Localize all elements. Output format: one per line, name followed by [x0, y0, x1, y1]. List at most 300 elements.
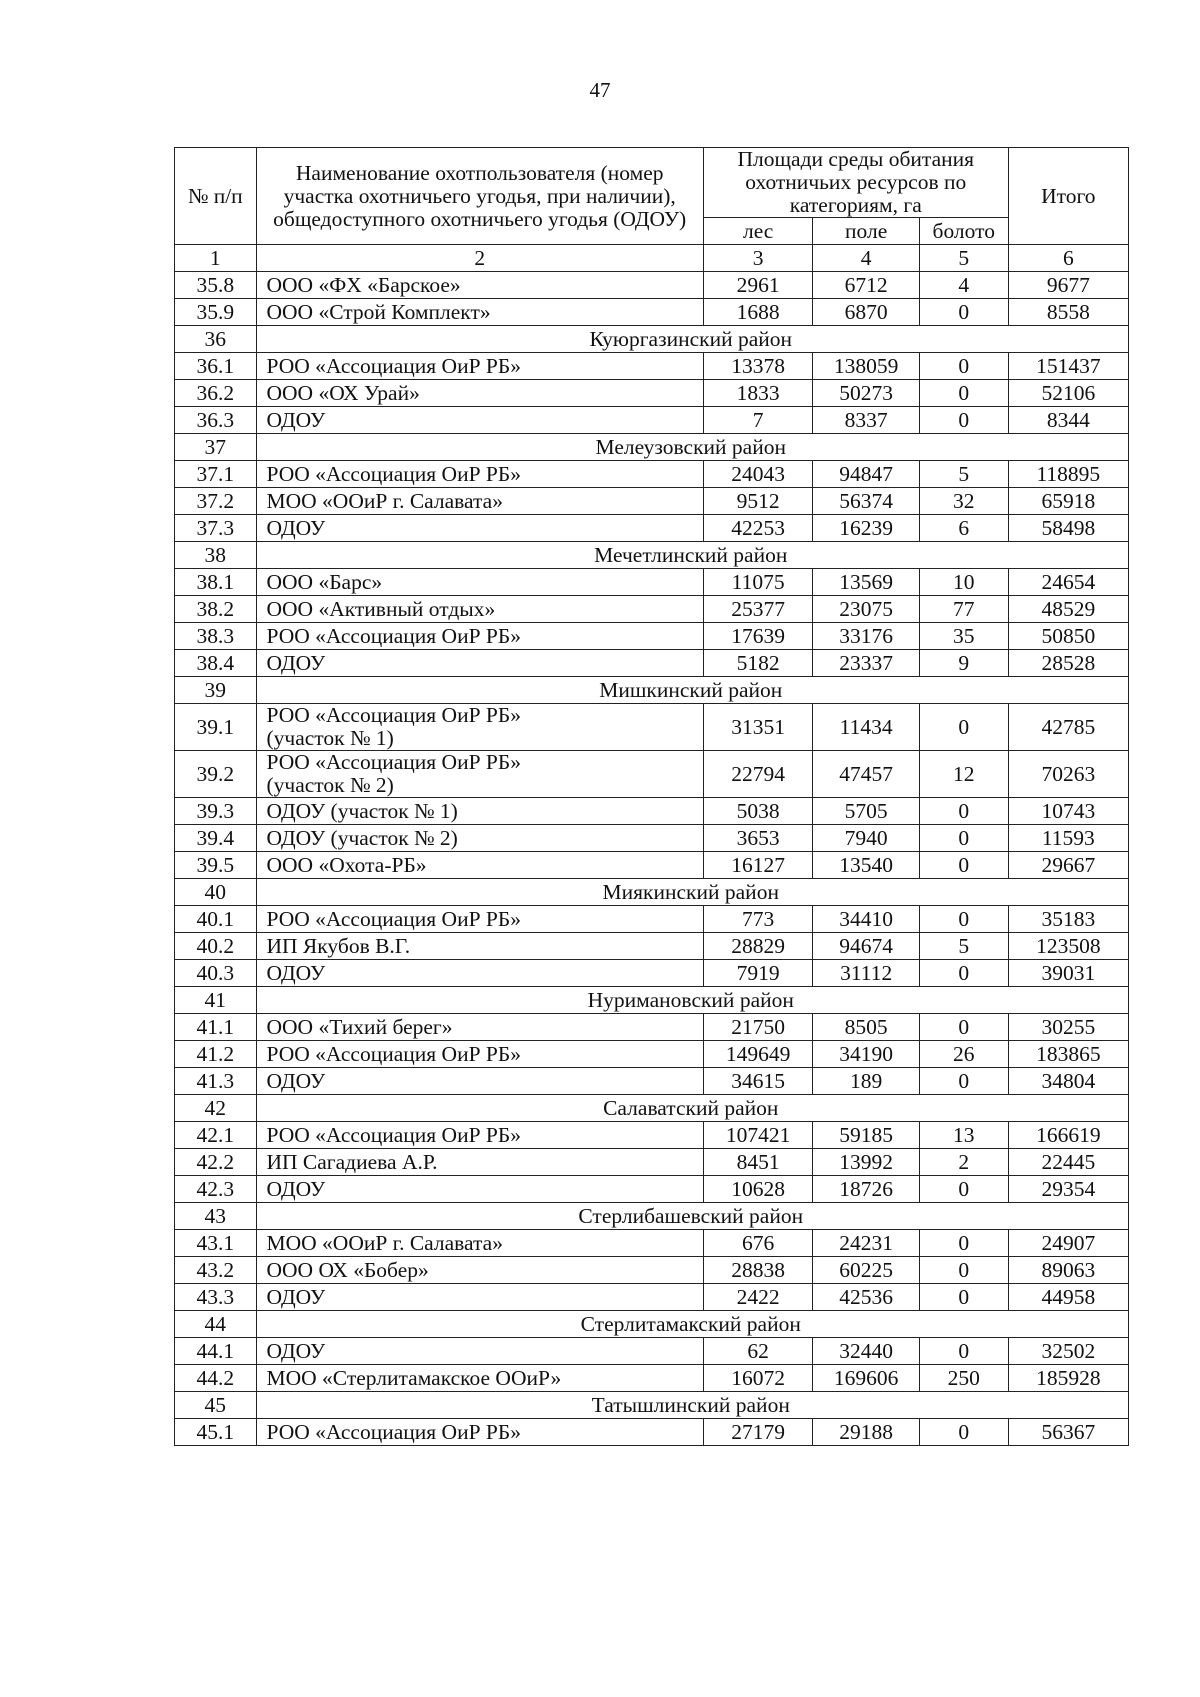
- area-pole: 34190: [813, 1041, 920, 1068]
- area-pole: 29188: [813, 1419, 920, 1446]
- owner-name: РОО «Ассоциация ОиР РБ»: [266, 1419, 521, 1444]
- area-pole: 11434: [813, 704, 920, 751]
- owner-name-note: (участок № 1): [266, 726, 394, 750]
- area-pole: 34410: [813, 906, 920, 933]
- area-les: 22794: [703, 751, 812, 798]
- table-row: [175, 1338, 1129, 1365]
- area-pole: 47457: [813, 751, 920, 798]
- table-row: [175, 596, 1129, 623]
- area-total: 34804: [1008, 1068, 1128, 1095]
- owner-name-cell: [256, 488, 703, 515]
- area-les: 16127: [703, 852, 812, 879]
- area-boloto: 77: [919, 596, 1008, 623]
- area-boloto: 4: [919, 272, 1008, 299]
- row-number: 37.1: [175, 461, 257, 488]
- area-les: 25377: [703, 596, 812, 623]
- row-number: 41.3: [175, 1068, 257, 1095]
- row-number: 40.2: [175, 933, 257, 960]
- row-number: 36.2: [175, 380, 257, 407]
- table-row: [175, 1068, 1129, 1095]
- row-number: 44.2: [175, 1365, 257, 1392]
- area-total: 151437: [1008, 353, 1128, 380]
- area-pole: 138059: [813, 353, 920, 380]
- row-number: 41: [175, 987, 257, 1014]
- row-number: 35.9: [175, 299, 257, 326]
- table-row: [175, 1257, 1129, 1284]
- area-les: 24043: [703, 461, 812, 488]
- owner-name-cell: [256, 1419, 703, 1446]
- area-boloto: 0: [919, 1014, 1008, 1041]
- header-les: лес: [703, 218, 812, 245]
- table-row: [175, 1284, 1129, 1311]
- area-pole: 24231: [813, 1230, 920, 1257]
- table-row: [175, 825, 1129, 852]
- owner-name: ОДОУ: [266, 407, 326, 432]
- area-pole: 32440: [813, 1338, 920, 1365]
- owner-name-cell: [256, 933, 703, 960]
- area-les: 676: [703, 1230, 812, 1257]
- area-total: 8344: [1008, 407, 1128, 434]
- area-total: 39031: [1008, 960, 1128, 987]
- owner-name: ОДОУ: [266, 515, 326, 540]
- row-number: 36.1: [175, 353, 257, 380]
- district-name: Татышлинский район: [256, 1392, 1129, 1419]
- owner-name: МОО «ООиР г. Салавата»: [266, 488, 503, 513]
- area-total: 118895: [1008, 461, 1128, 488]
- owner-name-cell: [256, 623, 703, 650]
- area-les: 42253: [703, 515, 812, 542]
- area-boloto: 0: [919, 852, 1008, 879]
- district-name: Мелеузовский район: [256, 434, 1129, 461]
- owner-name: МОО «Стерлитамакское ООиР»: [266, 1365, 562, 1390]
- owner-name-cell: [256, 852, 703, 879]
- area-boloto: 35: [919, 623, 1008, 650]
- area-boloto: 0: [919, 960, 1008, 987]
- col-number: 3: [703, 245, 812, 272]
- row-number: 41.2: [175, 1041, 257, 1068]
- area-boloto: 0: [919, 380, 1008, 407]
- area-total: 123508: [1008, 933, 1128, 960]
- row-number: 43.3: [175, 1284, 257, 1311]
- area-pole: 33176: [813, 623, 920, 650]
- header-total: Итого: [1008, 148, 1128, 245]
- area-boloto: 0: [919, 1176, 1008, 1203]
- area-total: 185928: [1008, 1365, 1128, 1392]
- area-les: 3653: [703, 825, 812, 852]
- area-total: 10743: [1008, 798, 1128, 825]
- area-les: 21750: [703, 1014, 812, 1041]
- area-boloto: 10: [919, 569, 1008, 596]
- row-number: 40.1: [175, 906, 257, 933]
- owner-name-cell: [256, 272, 703, 299]
- header-pole: поле: [813, 218, 920, 245]
- owner-name: ООО «Активный отдых»: [266, 596, 496, 621]
- owner-name-cell: [256, 1365, 703, 1392]
- area-les: 8451: [703, 1149, 812, 1176]
- owner-name: ООО «ОХ Урай»: [266, 380, 420, 405]
- district-row: [175, 542, 1129, 569]
- owner-name-cell: [256, 650, 703, 677]
- area-boloto: 5: [919, 461, 1008, 488]
- row-number: 40: [175, 879, 257, 906]
- col-number: 2: [256, 245, 703, 272]
- area-les: 17639: [703, 623, 812, 650]
- area-total: 24654: [1008, 569, 1128, 596]
- row-number: 43: [175, 1203, 257, 1230]
- owner-name: ООО «ФХ «Барское»: [266, 272, 461, 297]
- owner-name: ООО «Тихий берег»: [266, 1014, 453, 1039]
- row-number: 40.3: [175, 960, 257, 987]
- owner-name-cell: [256, 1041, 703, 1068]
- district-row: [175, 326, 1129, 353]
- area-pole: 94674: [813, 933, 920, 960]
- area-total: 29354: [1008, 1176, 1128, 1203]
- area-total: 65918: [1008, 488, 1128, 515]
- owner-name-cell: [256, 825, 703, 852]
- area-boloto: 0: [919, 1338, 1008, 1365]
- owner-name-cell: [256, 353, 703, 380]
- owner-name: ИП Якубов В.Г.: [266, 933, 411, 958]
- table-row: [175, 1014, 1129, 1041]
- district-name: Стерлитамакский район: [256, 1311, 1129, 1338]
- area-total: 11593: [1008, 825, 1128, 852]
- owner-name: МОО «ООиР г. Салавата»: [266, 1230, 503, 1255]
- table-row: [175, 299, 1129, 326]
- area-les: 1688: [703, 299, 812, 326]
- table-row: [175, 380, 1129, 407]
- area-total: 56367: [1008, 1419, 1128, 1446]
- area-total: 70263: [1008, 751, 1128, 798]
- area-les: 2422: [703, 1284, 812, 1311]
- area-boloto: 13: [919, 1122, 1008, 1149]
- table-row: [175, 933, 1129, 960]
- area-les: 27179: [703, 1419, 812, 1446]
- district-name: Салаватский район: [256, 1095, 1129, 1122]
- owner-name-cell: [256, 380, 703, 407]
- row-number: 45: [175, 1392, 257, 1419]
- area-total: 89063: [1008, 1257, 1128, 1284]
- owner-name: ОДОУ: [266, 1338, 326, 1363]
- area-les: 9512: [703, 488, 812, 515]
- area-boloto: 12: [919, 751, 1008, 798]
- area-boloto: 0: [919, 1230, 1008, 1257]
- row-number: 37.2: [175, 488, 257, 515]
- area-total: 29667: [1008, 852, 1128, 879]
- col-number: 5: [919, 245, 1008, 272]
- table-row: [175, 704, 1129, 751]
- district-row: [175, 1095, 1129, 1122]
- row-number: 39.2: [175, 751, 257, 798]
- table-header-row: [175, 148, 1129, 218]
- row-number: 39.3: [175, 798, 257, 825]
- owner-name-cell: [256, 906, 703, 933]
- row-number: 42: [175, 1095, 257, 1122]
- area-pole: 6712: [813, 272, 920, 299]
- owner-name-cell: [256, 596, 703, 623]
- table-row: [175, 960, 1129, 987]
- area-pole: 42536: [813, 1284, 920, 1311]
- table-row: [175, 1041, 1129, 1068]
- area-pole: 8505: [813, 1014, 920, 1041]
- district-name: Куюргазинский район: [256, 326, 1129, 353]
- table-row: [175, 515, 1129, 542]
- area-les: 149649: [703, 1041, 812, 1068]
- area-boloto: 0: [919, 299, 1008, 326]
- owner-name: РОО «Ассоциация ОиР РБ»: [266, 906, 521, 931]
- area-total: 44958: [1008, 1284, 1128, 1311]
- district-name: Мишкинский район: [256, 677, 1129, 704]
- col-number: 6: [1008, 245, 1128, 272]
- district-row: [175, 1203, 1129, 1230]
- area-boloto: 0: [919, 407, 1008, 434]
- row-number: 43.1: [175, 1230, 257, 1257]
- owner-name: ООО «Строй Комплект»: [266, 299, 491, 324]
- area-pole: 18726: [813, 1176, 920, 1203]
- area-boloto: 0: [919, 353, 1008, 380]
- area-pole: 59185: [813, 1122, 920, 1149]
- row-number: 42.2: [175, 1149, 257, 1176]
- owner-name: РОО «Ассоциация ОиР РБ»: [266, 623, 521, 648]
- row-number: 42.1: [175, 1122, 257, 1149]
- area-boloto: 0: [919, 1257, 1008, 1284]
- owner-name-cell: [256, 299, 703, 326]
- area-pole: 13569: [813, 569, 920, 596]
- area-les: 5182: [703, 650, 812, 677]
- area-les: 34615: [703, 1068, 812, 1095]
- area-total: 52106: [1008, 380, 1128, 407]
- column-numbers-row: [175, 245, 1129, 272]
- area-pole: 23075: [813, 596, 920, 623]
- owner-name-cell: [256, 407, 703, 434]
- area-les: 62: [703, 1338, 812, 1365]
- area-pole: 23337: [813, 650, 920, 677]
- owner-name: РОО «Ассоциация ОиР РБ»: [266, 1122, 521, 1147]
- owner-name: ООО «Охота-РБ»: [266, 852, 427, 877]
- area-total: 32502: [1008, 1338, 1128, 1365]
- table-row: [175, 852, 1129, 879]
- row-number: 39: [175, 677, 257, 704]
- area-les: 16072: [703, 1365, 812, 1392]
- district-name: Стерлибашевский район: [256, 1203, 1129, 1230]
- district-name: Миякинский район: [256, 879, 1129, 906]
- owner-name-cell: [256, 751, 703, 798]
- owner-name-cell: [256, 461, 703, 488]
- row-number: 39.1: [175, 704, 257, 751]
- owner-name-cell: [256, 569, 703, 596]
- owner-name: РОО «Ассоциация ОиР РБ»: [266, 1041, 521, 1066]
- area-pole: 189: [813, 1068, 920, 1095]
- table-row: [175, 1176, 1129, 1203]
- table-row: [175, 407, 1129, 434]
- hunting-grounds-table: [174, 147, 1129, 1446]
- area-les: 31351: [703, 704, 812, 751]
- owner-name: ОДОУ: [266, 1284, 326, 1309]
- table-row: [175, 650, 1129, 677]
- area-total: 30255: [1008, 1014, 1128, 1041]
- owner-name: РОО «Ассоциация ОиР РБ»: [266, 750, 521, 774]
- row-number: 38.3: [175, 623, 257, 650]
- owner-name: ИП Сагадиева А.Р.: [266, 1149, 438, 1174]
- area-total: 8558: [1008, 299, 1128, 326]
- area-les: 13378: [703, 353, 812, 380]
- area-total: 35183: [1008, 906, 1128, 933]
- area-pole: 50273: [813, 380, 920, 407]
- owner-name: ОДОУ: [266, 1176, 326, 1201]
- row-number: 35.8: [175, 272, 257, 299]
- table-row: [175, 623, 1129, 650]
- area-les: 28829: [703, 933, 812, 960]
- area-pole: 169606: [813, 1365, 920, 1392]
- area-total: 9677: [1008, 272, 1128, 299]
- area-total: 58498: [1008, 515, 1128, 542]
- area-boloto: 0: [919, 704, 1008, 751]
- area-boloto: 0: [919, 1284, 1008, 1311]
- row-number: 45.1: [175, 1419, 257, 1446]
- row-number: 42.3: [175, 1176, 257, 1203]
- row-number: 38.2: [175, 596, 257, 623]
- area-pole: 13540: [813, 852, 920, 879]
- row-number: 44.1: [175, 1338, 257, 1365]
- district-row: [175, 1311, 1129, 1338]
- area-pole: 60225: [813, 1257, 920, 1284]
- row-number: 37: [175, 434, 257, 461]
- owner-name-cell: [256, 1176, 703, 1203]
- owner-name-cell: [256, 704, 703, 751]
- area-les: 28838: [703, 1257, 812, 1284]
- owner-name-note: (участок № 2): [266, 773, 394, 797]
- col-number: 1: [175, 245, 257, 272]
- header-boloto: болото: [919, 218, 1008, 245]
- area-pole: 7940: [813, 825, 920, 852]
- area-total: 48529: [1008, 596, 1128, 623]
- header-area: Площади среды обитания охотничьих ресурсов по категориям, га: [703, 148, 1008, 218]
- area-pole: 8337: [813, 407, 920, 434]
- owner-name-cell: [256, 1257, 703, 1284]
- owner-name: ОДОУ: [266, 650, 326, 675]
- owner-name: ОДОУ: [266, 1068, 326, 1093]
- area-les: 2961: [703, 272, 812, 299]
- area-boloto: 0: [919, 1419, 1008, 1446]
- table-row: [175, 1365, 1129, 1392]
- row-number: 36: [175, 326, 257, 353]
- district-row: [175, 1392, 1129, 1419]
- area-pole: 16239: [813, 515, 920, 542]
- district-row: [175, 987, 1129, 1014]
- district-row: [175, 879, 1129, 906]
- table-row: [175, 272, 1129, 299]
- area-les: 7919: [703, 960, 812, 987]
- table-row: [175, 1122, 1129, 1149]
- area-total: 42785: [1008, 704, 1128, 751]
- owner-name-cell: [256, 1230, 703, 1257]
- table-row: [175, 1419, 1129, 1446]
- owner-name: РОО «Ассоциация ОиР РБ»: [266, 353, 521, 378]
- area-boloto: 0: [919, 1068, 1008, 1095]
- area-boloto: 6: [919, 515, 1008, 542]
- area-les: 10628: [703, 1176, 812, 1203]
- area-pole: 31112: [813, 960, 920, 987]
- area-boloto: 0: [919, 798, 1008, 825]
- area-total: 22445: [1008, 1149, 1128, 1176]
- table-row: [175, 461, 1129, 488]
- header-num: № п/п: [175, 148, 257, 245]
- area-les: 773: [703, 906, 812, 933]
- table-row: [175, 569, 1129, 596]
- owner-name-cell: [256, 1122, 703, 1149]
- owner-name-cell: [256, 960, 703, 987]
- col-number: 4: [813, 245, 920, 272]
- area-pole: 13992: [813, 1149, 920, 1176]
- area-les: 5038: [703, 798, 812, 825]
- table-row: [175, 353, 1129, 380]
- owner-name-cell: [256, 1068, 703, 1095]
- owner-name: ОДОУ (участок № 1): [266, 798, 458, 823]
- owner-name-cell: [256, 1284, 703, 1311]
- area-total: 50850: [1008, 623, 1128, 650]
- row-number: 41.1: [175, 1014, 257, 1041]
- owner-name: РОО «Ассоциация ОиР РБ»: [266, 461, 521, 486]
- area-pole: 6870: [813, 299, 920, 326]
- table-row: [175, 488, 1129, 515]
- area-boloto: 2: [919, 1149, 1008, 1176]
- area-pole: 94847: [813, 461, 920, 488]
- owner-name-cell: [256, 1149, 703, 1176]
- row-number: 43.2: [175, 1257, 257, 1284]
- row-number: 36.3: [175, 407, 257, 434]
- row-number: 38: [175, 542, 257, 569]
- owner-name: ОДОУ: [266, 960, 326, 985]
- table-row: [175, 798, 1129, 825]
- area-boloto: 5: [919, 933, 1008, 960]
- area-pole: 56374: [813, 488, 920, 515]
- owner-name-cell: [256, 515, 703, 542]
- area-les: 11075: [703, 569, 812, 596]
- table-row: [175, 751, 1129, 798]
- row-number: 39.5: [175, 852, 257, 879]
- table-row: [175, 1149, 1129, 1176]
- owner-name: ООО ОХ «Бобер»: [266, 1257, 429, 1282]
- row-number: 39.4: [175, 825, 257, 852]
- owner-name: ОДОУ (участок № 2): [266, 825, 458, 850]
- district-row: [175, 677, 1129, 704]
- area-boloto: 0: [919, 906, 1008, 933]
- row-number: 44: [175, 1311, 257, 1338]
- area-boloto: 9: [919, 650, 1008, 677]
- area-boloto: 250: [919, 1365, 1008, 1392]
- area-total: 28528: [1008, 650, 1128, 677]
- table-row: [175, 906, 1129, 933]
- area-pole: 5705: [813, 798, 920, 825]
- area-total: 166619: [1008, 1122, 1128, 1149]
- page-number: 47: [589, 78, 611, 102]
- district-name: Нуримановский район: [256, 987, 1129, 1014]
- table-row: [175, 1230, 1129, 1257]
- row-number: 37.3: [175, 515, 257, 542]
- row-number: 38.1: [175, 569, 257, 596]
- district-row: [175, 434, 1129, 461]
- owner-name-cell: [256, 798, 703, 825]
- area-les: 107421: [703, 1122, 812, 1149]
- district-name: Мечетлинский район: [256, 542, 1129, 569]
- area-boloto: 0: [919, 825, 1008, 852]
- area-total: 24907: [1008, 1230, 1128, 1257]
- row-number: 38.4: [175, 650, 257, 677]
- area-total: 183865: [1008, 1041, 1128, 1068]
- header-name: Наименование охотпользователя (номер участка охотничьего угодья, при наличии), общедоступного охотничьего угодья (ОДОУ): [256, 148, 703, 245]
- owner-name-cell: [256, 1338, 703, 1365]
- owner-name: РОО «Ассоциация ОиР РБ»: [266, 703, 521, 727]
- area-les: 1833: [703, 380, 812, 407]
